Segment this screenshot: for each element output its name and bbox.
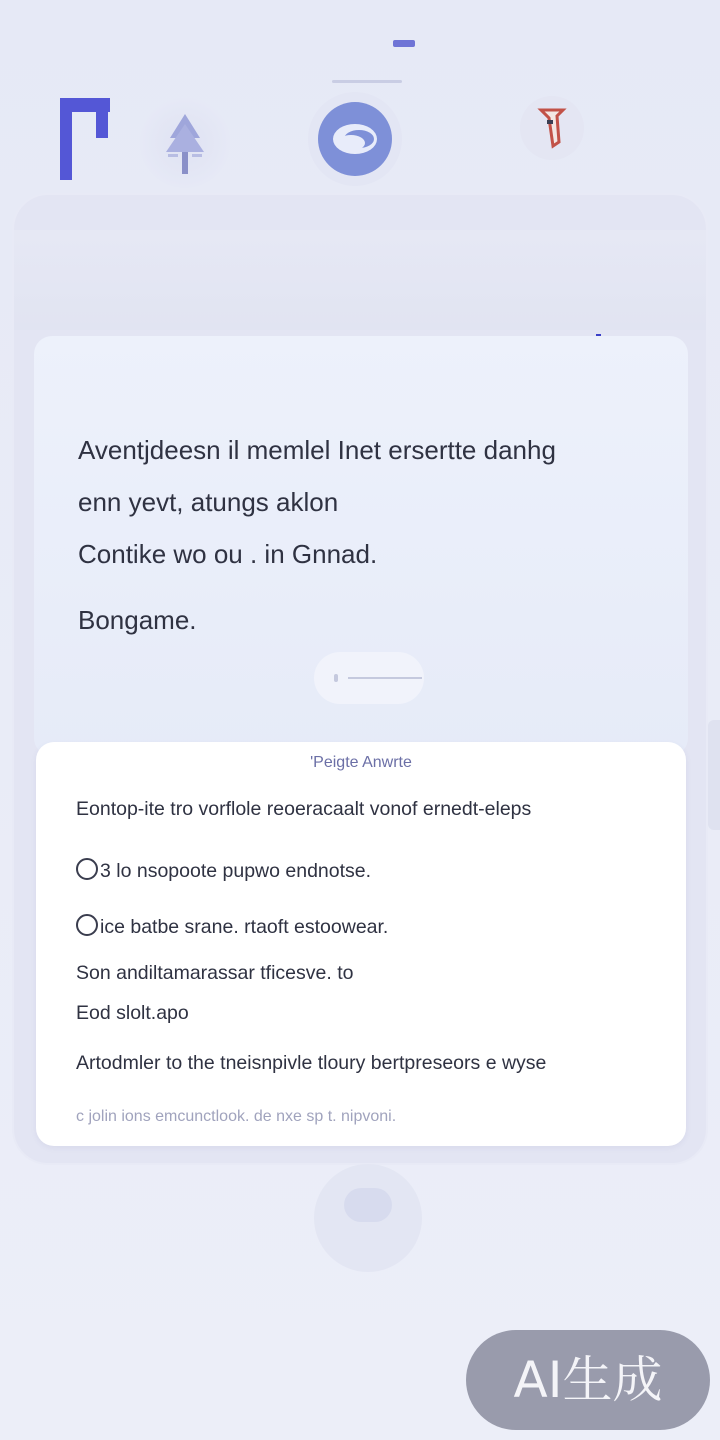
map-pin-icon[interactable]	[520, 96, 584, 160]
panel-band	[14, 230, 706, 330]
app-logo-icon[interactable]	[60, 98, 110, 180]
radio-icon[interactable]	[76, 914, 98, 936]
option-label: ice batbe srane. rtaoft estoowear.	[100, 916, 389, 938]
sheet-footnote: c jolin ions emcunctlook. de nxe sp t. nipvoni.	[76, 1108, 397, 1125]
sheet-row-option[interactable]	[76, 858, 371, 883]
answer-sheet	[36, 742, 686, 1146]
home-icon	[344, 1188, 392, 1222]
message-line-2: enn yevt, atungs aklon	[78, 487, 339, 517]
message-signoff: Bongame.	[78, 605, 197, 635]
message-line-1: Aventjdeesn il memlel Inet ersertte danhg	[78, 435, 556, 465]
header-icon-row	[0, 90, 720, 200]
side-edge	[708, 720, 720, 830]
message-line-3: Contike wo ou . in Gnnad.	[78, 539, 378, 569]
ai-generated-watermark: AI生成	[466, 1330, 710, 1430]
home-button[interactable]	[314, 1164, 422, 1272]
top-divider	[332, 80, 402, 83]
radio-icon[interactable]	[76, 858, 98, 880]
drag-handle[interactable]	[314, 652, 424, 704]
sheet-title: 'Peigte Anwrte	[310, 754, 412, 771]
tree-icon[interactable]	[140, 98, 230, 188]
sheet-row: Eod slolt.apo	[76, 1002, 189, 1024]
sheet-row: Eontop-ite tro vorflole reoeracaalt vonof ernedt-eleps	[76, 798, 532, 820]
message-card	[34, 336, 688, 756]
chat-bubble-icon[interactable]	[318, 102, 392, 176]
top-indicator	[393, 40, 415, 47]
sheet-row: Artodmler to the tneisnpivle tloury bertpreseors e wyse	[76, 1052, 547, 1074]
sheet-row: Son andiltamarassar tficesve. to	[76, 962, 354, 984]
option-label: 3 lo nsopoote pupwo endnotse.	[100, 860, 372, 882]
sheet-row-option[interactable]	[76, 914, 388, 939]
message-body	[78, 424, 648, 646]
